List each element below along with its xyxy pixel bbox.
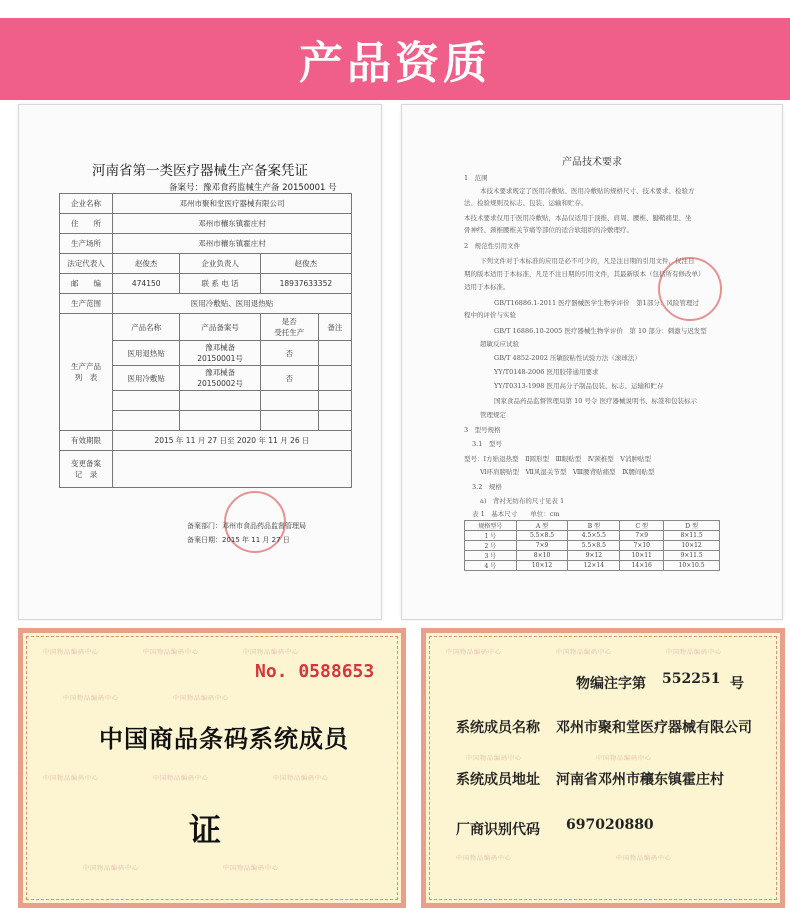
top-strip [0, 0, 790, 18]
section-banner [0, 18, 790, 100]
owner-label: 企业负责人 [180, 254, 260, 274]
product1-name: 医用退热贴 [113, 341, 180, 366]
code-value: 697020880 [566, 817, 654, 833]
barcode-registration-certificate [421, 628, 785, 908]
product2-entrust: 否 [260, 366, 318, 391]
table-cell: 10×12 [516, 561, 568, 571]
table-cell: 9×11.5 [664, 551, 720, 561]
table-cell: 7×9 [516, 541, 568, 551]
code-label: 厂商识别代码 [456, 822, 540, 838]
header-entrust: 是否 受托生产 [260, 314, 318, 341]
header-product-no: 产品备案号 [180, 314, 260, 341]
table-cell: 12×14 [568, 561, 620, 571]
certificate-title: 中国商品条码系统成员 [99, 725, 349, 753]
member-name-value: 邓州市聚和堂医疗器械有限公司 [556, 720, 752, 736]
empty-cell [318, 391, 351, 411]
footer-date: 备案日期：2015 年 11 月 27 日 [187, 536, 290, 544]
member-name-label: 系统成员名称 [456, 720, 540, 736]
address-value: 邓州市穰东镇霍庄村 [113, 214, 352, 234]
text-line: 适用于本标准。 [464, 283, 510, 291]
certificate-number: No. 0588653 [255, 661, 375, 682]
watermark-text: 中国物品编码中心 [63, 695, 120, 702]
site-value: 邓州市穰东镇霍庄村 [113, 234, 352, 254]
text-line: 3.1 型号 [472, 440, 502, 448]
table-cell: 9×12 [568, 551, 620, 561]
empty-cell [260, 411, 318, 431]
text-line: 法、检验规则及标志、包装、运输和贮存。 [464, 199, 588, 207]
table-cell: 10×11 [620, 551, 664, 561]
text-line: Ⅵ环肩膀贴型 Ⅶ风湿关节型 Ⅷ腰背贴痛型 Ⅸ腰间贴型 [480, 468, 655, 476]
text-line: 2 规范性引用文件 [464, 242, 521, 250]
text-line: GB/T16886.1-2011 医疗器械医学生物学评价 第1部分：风险管理过 [494, 299, 699, 307]
table-cell: 3 号 [465, 551, 517, 561]
product2-note [318, 366, 351, 391]
product1-entrust: 否 [260, 341, 318, 366]
text-line: 本技术要求规定了医用冷敷贴、医用冷敷贴的规格尺寸、技术要求、检验方 [480, 187, 695, 195]
product1-note [318, 341, 351, 366]
red-seal-stamp [658, 257, 722, 321]
text-line: YY/T0148-2006 医用胶带通用要求 [494, 368, 599, 376]
table-row [465, 561, 720, 571]
table-cell: 8×11.5 [664, 531, 720, 541]
table-cell: 5.5×8.5 [568, 541, 620, 551]
phone-value: 18937633352 [260, 274, 351, 294]
watermark-text: 中国物品编码中心 [223, 865, 280, 872]
watermark-text: 中国物品编码中心 [666, 649, 723, 656]
text-line: 本技术要求仅用于医用冷敷贴，本品仅适用于顶推、肩周、腰椎、腱鞘痛里、坐 [464, 214, 692, 222]
certificate-zheng: 证 [189, 811, 222, 849]
table-cell: 7×9 [620, 531, 664, 541]
table-row [465, 531, 720, 541]
valid-label: 有效期限 [60, 431, 113, 451]
watermark-text: 中国物品编码中心 [143, 649, 200, 656]
text-line: 程中的评价与实验 [464, 311, 516, 319]
filing-table [59, 193, 352, 488]
text-line: 期的版本适用于本标准，凡是不注日期的引用文件，其最新版本（包括所有修改单） [464, 270, 705, 278]
legal-rep-label: 法定代表人 [60, 254, 113, 274]
empty-cell [113, 411, 180, 431]
empty-cell [260, 391, 318, 411]
product2-name: 医用冷敷贴 [113, 366, 180, 391]
valid-value: 2015 年 11 月 27 日至 2020 年 11 月 26 日 [113, 431, 352, 451]
watermark-text: 中国物品编码中心 [43, 649, 100, 656]
text-line: 3.2 规格 [472, 483, 502, 491]
table-header: C 型 [620, 521, 664, 531]
watermark-text: 中国物品编码中心 [243, 649, 300, 656]
banner-title: 产品资质 [299, 38, 491, 89]
table-cell: 5.5×8.5 [516, 531, 568, 541]
text-line: 1 范围 [464, 174, 488, 182]
footer-dept: 备案部门：邓州市食品药品监督管理局 [187, 522, 306, 530]
site-label: 生产场所 [60, 234, 113, 254]
empty-cell [180, 391, 260, 411]
table-cell: 8×10 [516, 551, 568, 561]
text-line: YY/T0313-1998 医用高分子制品包装、标志、运输和贮存 [494, 382, 664, 390]
company-label: 企业名称 [60, 194, 113, 214]
technical-requirements-document [401, 104, 783, 620]
text-line: GB/T 4852-2002 压敏胶粘性试验方法（滚球法） [494, 354, 641, 362]
watermark-text: 中国物品编码中心 [456, 855, 513, 862]
empty-cell [318, 411, 351, 431]
header-product-name: 产品名称 [113, 314, 180, 341]
table-cell: 10×12 [664, 541, 720, 551]
doc-title: 产品技术要求 [562, 157, 622, 168]
empty-cell [180, 411, 260, 431]
phone-label: 联 系 电 话 [180, 274, 260, 294]
table-cell: 4.5×5.5 [568, 531, 620, 541]
zip-value: 474150 [113, 274, 180, 294]
text-line: a) 背衬无纺布的尺寸见表 1 [480, 497, 565, 505]
member-address-label: 系统成员地址 [456, 772, 540, 788]
watermark-text: 中国物品编码中心 [43, 775, 100, 782]
size-table [464, 520, 720, 571]
text-line: 管理规定 [480, 411, 506, 419]
table-header: 规格型号 [465, 521, 517, 531]
table-row [465, 551, 720, 561]
filing-certificate-document [18, 104, 382, 620]
text-line: 型号：Ⅰ方贴退热型 Ⅱ圆形型 Ⅲ眼贴型 Ⅳ颈椎型 Ⅴ消肿贴型 [464, 455, 651, 463]
table-cell: 7×10 [620, 541, 664, 551]
text-line: 骨神经、颈椎腰椎关节痛等部位的适合软组织的冷敷理疗。 [464, 226, 633, 234]
text-line: 表 1 基本尺寸 单位：cm [472, 510, 560, 518]
table-cell: 14×16 [620, 561, 664, 571]
zip-label: 邮 编 [60, 274, 113, 294]
table-header: B 型 [568, 521, 620, 531]
watermark-text: 中国物品编码中心 [153, 775, 210, 782]
table-row [465, 541, 720, 551]
products-label: 生产产品 列 表 [60, 314, 113, 431]
empty-cell [113, 391, 180, 411]
address-label: 住 所 [60, 214, 113, 234]
reg-number: 552251 [662, 671, 721, 687]
watermark-text: 中国物品编码中心 [173, 695, 230, 702]
table-cell: 2 号 [465, 541, 517, 551]
watermark-text: 中国物品编码中心 [83, 865, 140, 872]
owner-value: 赵俊杰 [260, 254, 351, 274]
watermark-text: 中国物品编码中心 [446, 649, 503, 656]
scope-label: 生产范围 [60, 294, 113, 314]
doc-title: 河南省第一类医疗器械生产备案凭证 [92, 163, 308, 179]
change-value [113, 451, 352, 488]
change-label: 变更备案 记 录 [60, 451, 113, 488]
text-line: 国家食品药品监督管理局第 10 号令 医疗器械说明书、标签和包装标示 [494, 397, 697, 405]
barcode-member-certificate [18, 628, 406, 908]
text-line: 超敏反应试验 [480, 340, 519, 348]
table-cell: 4 号 [465, 561, 517, 571]
watermark-text: 中国物品编码中心 [466, 755, 523, 762]
text-line: 3 型号规格 [464, 426, 501, 434]
member-address-value: 河南省邓州市穰东镇霍庄村 [556, 772, 724, 788]
legal-rep-value: 赵俊杰 [113, 254, 180, 274]
reg-suffix: 号 [730, 676, 744, 692]
text-line: 下列文件对于本标准的应用是必不可少的，凡是注日期的引用文件，仅注日 [480, 257, 695, 265]
watermark-text: 中国物品编码中心 [596, 755, 653, 762]
product1-no: 豫邓械备 20150001号 [180, 341, 260, 366]
reg-label: 物编注字第 [576, 676, 646, 692]
record-number: 备案号：豫邓食药监械生产备 20150001 号 [169, 183, 337, 193]
product2-no: 豫邓械备 20150002号 [180, 366, 260, 391]
table-cell: 1 号 [465, 531, 517, 541]
watermark-text: 中国物品编码中心 [556, 649, 613, 656]
header-note: 备注 [318, 314, 351, 341]
watermark-text: 中国物品编码中心 [273, 775, 330, 782]
watermark-text: 中国物品编码中心 [616, 855, 673, 862]
table-header: A 型 [516, 521, 568, 531]
table-header: D 型 [664, 521, 720, 531]
company-value: 邓州市聚和堂医疗器械有限公司 [113, 194, 352, 214]
table-cell: 10×10.5 [664, 561, 720, 571]
scope-value: 医用冷敷贴、医用退热贴 [113, 294, 352, 314]
text-line: GB/T 16886.10-2005 医疗器械生物学评价 第 10 部分：刺激与迟发型 [494, 327, 707, 335]
